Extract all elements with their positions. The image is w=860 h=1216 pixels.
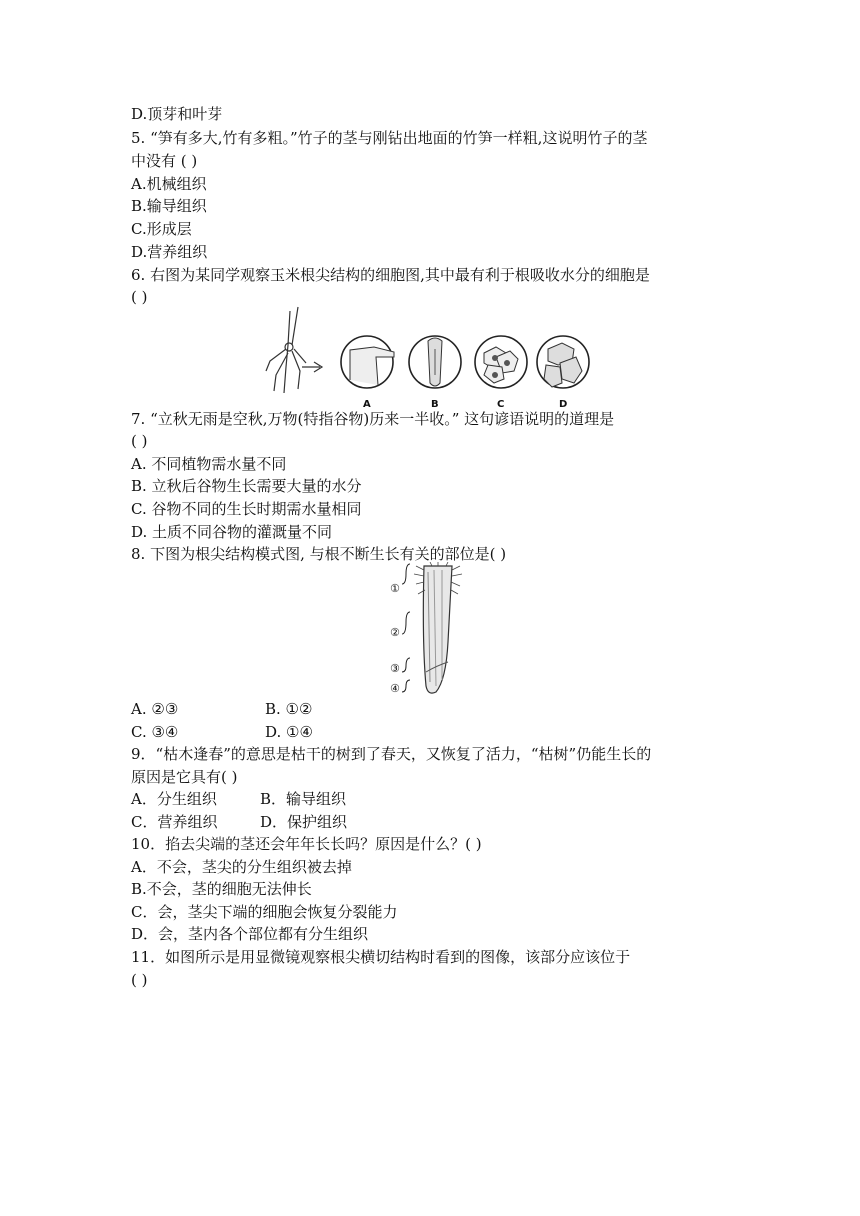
option-text: C．会，茎尖下端的细胞会恢复分裂能力 — [131, 903, 398, 921]
question-5-text: 5. “笋有多大,竹有多粗。”竹子的茎与刚钻出地面的竹笋一样粗,这说明竹子的茎 — [131, 129, 648, 147]
question-9-text-cont: 原因是它具有( ) — [131, 768, 238, 786]
option-text: C. 谷物不同的生长时期需水量相同 — [131, 500, 362, 518]
question-10-text: 10．掐去尖端的茎还会年年长长吗？原因是什么？( ) — [131, 835, 482, 853]
option-text: D．会，茎内各个部位都有分生组织 — [131, 925, 369, 943]
structure-label-3: ③ — [390, 662, 400, 675]
option-text: B.输导组织 — [131, 197, 207, 215]
option-text: A．不会，茎尖的分生组织被去掉 — [131, 858, 352, 876]
structure-label-1: ① — [390, 582, 400, 595]
option-text: C. ③④ — [131, 723, 179, 741]
question-7-text: 7. “立秋无雨是空秋,万物(特指谷物)历来一半收。” 这句谚语说明的道理是 — [131, 410, 615, 428]
question-6-text: 6. 右图为某同学观察玉米根尖结构的细胞图,其中最有利于根吸收水分的细胞是 — [131, 266, 650, 284]
option-text: C.形成层 — [131, 220, 192, 238]
question-6-text-cont: ( ) — [131, 288, 148, 306]
option-text: D．保护组织 — [260, 813, 348, 831]
question-11-text-cont: ( ) — [131, 971, 148, 989]
root-tip-cells-figure — [262, 305, 598, 413]
option-text: A.机械组织 — [131, 175, 207, 193]
option-text: D. 土质不同谷物的灌溉量不同 — [131, 523, 333, 541]
option-text: B.不会，茎的细胞无法伸长 — [131, 880, 312, 898]
question-11-text: 11．如图所示是用显微镜观察根尖横切结构时看到的图像，该部分应该位于 — [131, 948, 631, 966]
option-text: D. ①④ — [265, 723, 313, 741]
question-8-text: 8. 下图为根尖结构模式图, 与根不断生长有关的部位是( ) — [131, 545, 507, 563]
figure-label-a: A — [363, 399, 371, 410]
structure-label-2: ② — [390, 626, 400, 639]
option-text: D.营养组织 — [131, 243, 208, 261]
root-tip-structure-figure — [388, 562, 468, 700]
structure-label-4: ④ — [390, 682, 400, 695]
figure-label-c: C — [497, 399, 505, 410]
option-text: A．分生组织 — [131, 790, 217, 808]
figure-label-d: D — [559, 399, 568, 410]
option-text: B. ①② — [265, 700, 313, 718]
question-5-text-cont: 中没有 ( ) — [131, 152, 198, 170]
figure-label-b: B — [431, 399, 439, 410]
option-text: D.顶芽和叶芽 — [131, 105, 223, 123]
option-text: A. 不同植物需水量不同 — [131, 455, 287, 473]
option-text: B. 立秋后谷物生长需要大量的水分 — [131, 477, 362, 495]
option-text: B．输导组织 — [260, 790, 347, 808]
option-text: C．营养组织 — [131, 813, 218, 831]
option-text: A. ②③ — [131, 700, 179, 718]
question-9-text: 9．“枯木逢春”的意思是枯干的树到了春天，又恢复了活力，“枯树”仍能生长的 — [131, 745, 652, 763]
question-7-text-cont: ( ) — [131, 432, 148, 450]
